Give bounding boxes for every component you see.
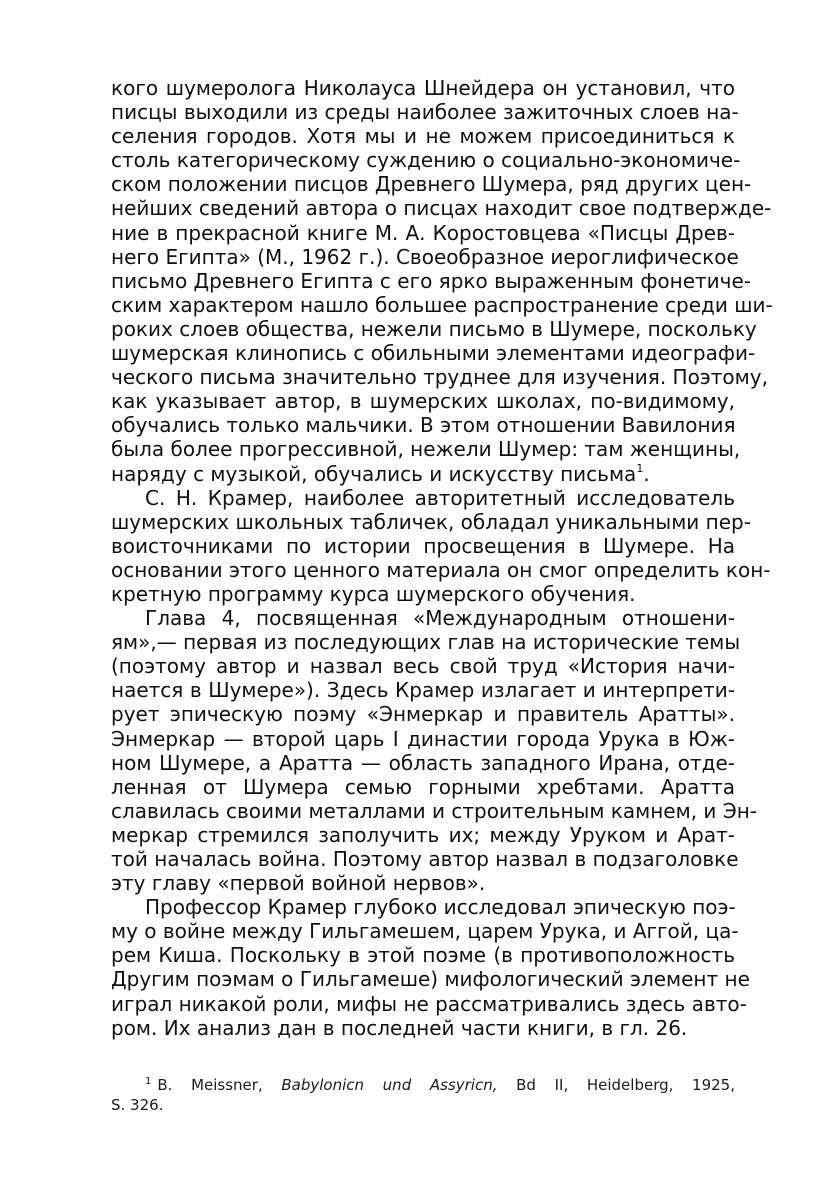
paragraph-4 xyxy=(111,895,750,1040)
footnote-page: S. 326. xyxy=(111,1096,164,1114)
text-line: шумерская клинопись с обильными элементами идеографи- xyxy=(111,341,756,366)
text-line: столь категорическому суждению о социально-экономиче- xyxy=(111,148,741,173)
text-line: шумерских школьных табличек, обладал уникальными пер- xyxy=(111,509,751,534)
body-text xyxy=(111,76,773,1040)
text-line: эту главу «первой войной нервов». xyxy=(111,871,486,896)
text-line: письмо Древнего Египта с его ярко выраженным фонетиче- xyxy=(111,268,752,293)
text-line: (поэтому автор и назвал весь свой труд «История начи- xyxy=(111,654,735,679)
text-line: рем Киша. Поскольку в этой поэме (в противоположность xyxy=(111,943,735,968)
footnote-publication: Bd II, Heidelberg, 1925, xyxy=(516,1076,735,1094)
text-line: ние в прекрасной книге М. А. Коростовцева «Писцы Древ- xyxy=(111,220,735,245)
footnote-mark: 1 xyxy=(145,1076,152,1087)
footnote-title: Babylonicn und Assyricn, xyxy=(281,1076,498,1094)
text-line: селения городов. Хотя мы и не можем присоединиться к xyxy=(111,124,735,149)
text-line: нается в Шумере»). Здесь Крамер излагает и интерпрети- xyxy=(111,678,735,703)
text-segment: . xyxy=(643,461,650,486)
text-line: Другим поэмам о Гильгамеше) мифологический элемент не xyxy=(111,967,750,992)
paragraph-3 xyxy=(111,606,758,896)
text-line: воисточниками по истории просвещения в Шумере. На xyxy=(111,533,735,558)
text-line: С. Н. Крамер, наиболее авторитетный исследователь xyxy=(145,485,735,510)
text-line: ром. Их анализ дан в последней части книги, в гл. 26. xyxy=(111,1015,688,1040)
text-line: кретную программу курса шумерского обучения. xyxy=(111,581,636,606)
text-line: нейших сведений автора о писцах находит свое подтвержде- xyxy=(111,196,772,221)
text-line: обучались только мальчики. В этом отношении Вавилония xyxy=(111,413,736,438)
text-line: писцы выходили из среды наиболее зажиточных слоев на- xyxy=(111,100,739,125)
text-line: ленная от Шумера семью горными хребтами. Аратта xyxy=(111,774,735,799)
text-line: роких слоев общества, нежели письмо в Шумере, поскольку xyxy=(111,316,757,341)
paragraph-2 xyxy=(111,485,771,606)
footnote-author: B. Meissner, xyxy=(157,1076,263,1094)
text-line: кого шумеролога Николауса Шнейдера он установил, что xyxy=(111,76,735,100)
text-line: как указывает автор, в шумерских школах, по-видимому, xyxy=(111,389,735,414)
footnote-reference: 1 xyxy=(636,461,644,475)
text-line: ям»,— первая из последующих глав на исторические темы xyxy=(111,630,741,655)
text-line: Энмеркар — второй царь I династии города Урука в Юж- xyxy=(111,726,735,751)
text-segment: наряду с музыкой, обучались и искусству письма xyxy=(111,461,637,486)
text-line: основании этого ценного материала он смог определить кон- xyxy=(111,557,771,582)
text-line: него Египта» (М., 1962 г.). Своеобразное иероглифическое xyxy=(111,244,739,269)
text-line: Глава 4, посвященная «Международным отношени- xyxy=(145,606,735,631)
text-line: меркар стремился заполучить их; между Уруком и Арат- xyxy=(111,822,735,847)
text-line xyxy=(111,462,735,486)
text-line: ским характером нашло большее распространение среди ши- xyxy=(111,292,773,317)
text-line: рует эпическую поэму «Энмеркар и правитель Аратты». xyxy=(111,702,735,727)
paragraph-1 xyxy=(111,76,773,486)
text-line: ном Шумере, а Аратта — область западного Ирана, отде- xyxy=(111,750,735,775)
text-line: Профессор Крамер глубоко исследовал эпическую поэ- xyxy=(145,895,736,920)
text-line: му о войне между Гильгамешем, царем Урука, и Аггой, ца- xyxy=(111,919,739,944)
text-line: ском положении писцов Древнего Шумера, ряд других цен- xyxy=(111,172,752,197)
footnote xyxy=(111,1075,735,1115)
footnote-line xyxy=(111,1075,735,1095)
text-line: ческого письма значительно труднее для изучения. Поэтому, xyxy=(111,365,768,390)
text-line: была более прогрессивной, нежели Шумер: там женщины, xyxy=(111,437,741,462)
text-line: той началась война. Поэтому автор назвал в подзаголовке xyxy=(111,847,739,871)
text-line: славилась своими металлами и строительным камнем, и Эн- xyxy=(111,798,758,823)
text-line: играл никакой роли, мифы не рассматривались здесь авто- xyxy=(111,991,747,1016)
